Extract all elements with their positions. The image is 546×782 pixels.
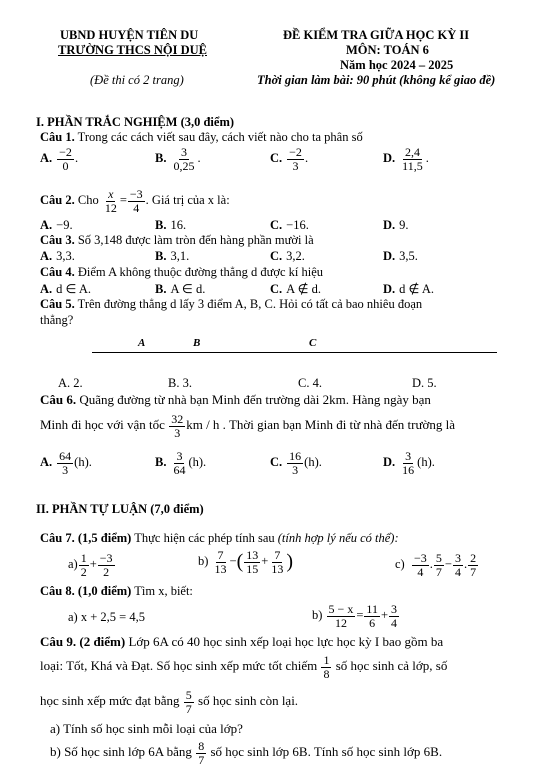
q8-part-a: a) x + 2,5 = 4,5 [68, 610, 145, 624]
point-a-label: A [138, 337, 146, 349]
line-d [92, 352, 497, 353]
option-4c[interactable]: C. A ∉ d. [270, 282, 322, 296]
pages-note: (Đề thi có 2 trang) [90, 73, 184, 87]
option-2a[interactable]: A. −9. [40, 218, 73, 232]
option-2d[interactable]: D. 9. [383, 218, 409, 232]
option-3c[interactable]: C. 3,2. [270, 249, 305, 263]
option-6c[interactable]: C. $\frac{16}{3}$ (h). [270, 449, 322, 477]
option-1b[interactable]: B. $\frac{3}{0,25}$ . [155, 145, 201, 173]
part1-title: I. PHẦN TRẮC NGHIỆM (3,0 điểm) [36, 115, 235, 129]
school-name: TRƯỜNG THCS NỘI DUỆ [58, 43, 207, 57]
district-name: UBND HUYỆN TIÊN DU [60, 28, 199, 42]
q9-part-b: b) Số học sinh lớp 6A bằng $\frac{8}{7}$ số học sinh lớp 6B. Tính số học sinh lớp 6B. [50, 739, 443, 767]
option-4d[interactable]: D. d ∉ A. [383, 282, 435, 296]
question-3: Câu 3. Số 3,148 được làm tròn đến hàng phần mười là [40, 233, 314, 247]
option-6d[interactable]: D. $\frac{3}{16}$ (h). [383, 449, 435, 477]
option-6a[interactable]: A. $\frac{64}{3}$ (h). [40, 449, 92, 477]
question-2: Câu 2. Cho $\frac{x}{12}$ = $\frac{-3}{4}$ . Giá trị của x là: [40, 187, 230, 215]
school-year: Năm học 2024 – 2025 [340, 58, 454, 72]
question-1 [40, 130, 363, 145]
question-label: Câu 1. [40, 130, 75, 144]
option-1c[interactable]: C. $\frac{-2}{3}$ . [270, 145, 309, 173]
question-5-cont: thẳng? [40, 313, 74, 327]
time-note: Thời gian làm bài: 90 phút (không kể giao đề) [257, 73, 496, 87]
subject: MÔN: TOÁN 6 [346, 43, 429, 57]
point-b-label: B [193, 337, 201, 349]
point-c-label: C [309, 337, 317, 349]
question-text: Trong các cách viết sau đây, cách viết nào cho ta phân số [77, 130, 363, 144]
option-5a[interactable]: A. 2. [58, 376, 83, 390]
option-2b[interactable]: B. 16. [155, 218, 187, 232]
q9-part-a: a) Tính số học sinh mỗi loại của lớp? [50, 721, 243, 736]
q8-part-b: b) $\frac{5 - x}{12}$ = $\frac{11}{6}$ + $\frac{3}{4}$ [312, 602, 398, 630]
exam-title: ĐỀ KIỂM TRA GIỮA HỌC KỲ II [283, 28, 470, 42]
question-8: Câu 8. (1,0 điểm) Tìm x, biết: [40, 584, 193, 598]
option-5d[interactable]: D. 5. [412, 376, 437, 390]
option-3b[interactable]: B. 3,1. [155, 249, 190, 263]
option-1a[interactable]: A. $\frac{-2}{0}$ . [40, 145, 79, 173]
option-1d[interactable]: D. $\frac{2,4}{11,5}$ . [383, 145, 429, 173]
option-4a[interactable]: A. d ∈ A. [40, 282, 92, 296]
question-7: Câu 7. (1,5 điểm) Thực hiện các phép tính sau (tính hợp lý nếu có thể): [40, 531, 399, 545]
option-6b[interactable]: B. $\frac{3}{64}$ (h). [155, 449, 207, 477]
question-9: Câu 9. (2 điểm) Lớp 6A có 40 học sinh xếp loại học lực học kỳ I bao gồm ba [40, 634, 444, 649]
question-6-cont: Minh đi học với vận tốc $\frac{32}{3}$ km / h . Thời gian bạn Minh đi từ nhà đến trường là [40, 412, 455, 440]
option-2c[interactable]: C. −16. [270, 218, 309, 232]
part2-title: II. PHẦN TỰ LUẬN (7,0 điểm) [36, 502, 204, 516]
question-5: Câu 5. Trên đường thẳng d lấy 3 điểm A, B, C. Hỏi có tất cả bao nhiêu đoạn [40, 297, 423, 311]
question-9-line2: loại: Tốt, Khá và Đạt. Số học sinh xếp mức tốt chiếm $\frac{1}{8}$ số học sinh cả lớp, số [40, 653, 448, 681]
question-6: Câu 6. Quãng đường từ nhà bạn Minh đến trường dài 2km. Hàng ngày bạn [40, 392, 431, 407]
question-4: Câu 4. Điểm A không thuộc đường thẳng d được kí hiệu [40, 265, 324, 279]
q7-part-b: b) $\frac{7}{13}$ −( $\frac{13}{15}$ + $\frac{7}{13}$ ) [198, 548, 294, 576]
option-3d[interactable]: D. 3,5. [383, 249, 418, 263]
option-3a[interactable]: A. 3,3. [40, 249, 75, 263]
q7-part-a: a) $\frac{1}{2}$ + $\frac{-3}{2}$ [68, 551, 113, 579]
question-9-line3: học sinh xếp mức đạt bằng $\frac{5}{7}$ số học sinh còn lại. [40, 688, 299, 716]
option-4b[interactable]: B. A ∈ d. [155, 282, 206, 296]
option-5c[interactable]: C. 4. [298, 376, 322, 390]
q7-part-c: c) $\frac{-3}{4}$ . $\frac{5}{7}$ − $\frac{3}{4}$ . $\frac{2}{7}$ [395, 551, 477, 579]
option-5b[interactable]: B. 3. [168, 376, 192, 390]
